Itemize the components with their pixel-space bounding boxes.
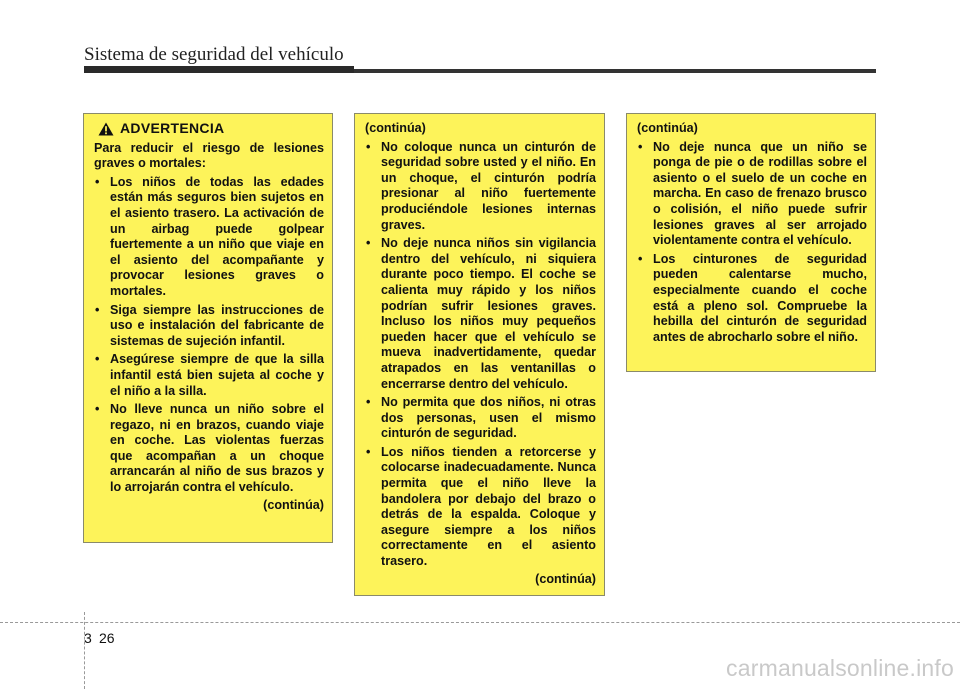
warning-title: ADVERTENCIA [120,120,225,136]
list-item: • No lleve nunca un niño sobre el regazo, ni en brazos, cuando viaje en coche. Las violentas fuerzas que acompañan a un choque arrancarán al niño de sus brazos y lo arrojarán contra el vehículo. [94,402,324,496]
list-item: • Los niños de todas las edades están más seguros bien sujetos en el asiento trasero. La activación de un airbag puede golpear fuertemente a un niño que viaje en el asiento del acompañante y provocar lesiones graves o mortales. [94,175,324,300]
list-item: • Los cinturones de seguridad pueden calentarse mucho, especialmente cuando el coche está a pleno sol. Compruebe la hebilla del cinturón de seguridad antes de abrocharlo sobre el niño. [637,252,867,346]
list-item: • No permita que dos niños, ni otras dos personas, usen el mismo cinturón de seguridad. [365,395,596,442]
continued-header: (continúa) [637,121,698,135]
warning-list [365,140,596,570]
warning-triangle-icon [98,122,114,136]
continued-box-2 [354,113,605,596]
warning-intro: Para reducir el riesgo de lesiones graves o mortales: [94,140,324,171]
page-number: 26 [99,630,115,646]
continued-label: (continúa) [263,497,324,512]
list-item: • No coloque nunca un cinturón de seguridad sobre usted y el niño. En un choque, el cinturón podría presionar al niño fuertemente produciéndole lesiones internas graves. [365,140,596,234]
section-number: 3 [84,630,92,646]
continued-header: (continúa) [365,121,426,135]
list-item: • No deje nunca niños sin vigilancia dentro del vehículo, ni siquiera durante poco tiempo. El coche se calienta muy rápido y los niños podrían sufrir lesiones graves. Incluso los niños muy pequeños pueden hacer que el vehículo se mueva inadvertidamente, quedar atrapados en las ventanillas o encerrarse dentro del vehículo. [365,236,596,392]
list-item: • No deje nunca que un niño se ponga de pie o de rodillas sobre el asiento o el suelo de un coche en marcha. En caso de frenazo brusco o colisión, el niño puede sufrir lesiones graves al ser arrojado violentamente contra el vehículo. [637,140,867,249]
page-header-title: Sistema de seguridad del vehículo [84,44,344,65]
footer-divider [0,622,960,623]
watermark: carmanualsonline.info [726,655,954,681]
warning-list [94,175,324,496]
header-rule-accent [84,66,354,73]
list-item: • Los niños tienden a retorcerse y colocarse inadecuadamente. Nunca permita que el niño lleve la bandolera por debajo del brazo o detrás de la espalda. Coloque y asegure siempre a los niños correctamente en el asiento trasero. [365,445,596,570]
continued-label: (continúa) [535,571,596,586]
continued-box-3 [626,113,876,372]
list-item: • Siga siempre las instrucciones de uso e instalación del fabricante de sistemas de sujeción infantil. [94,303,324,350]
warning-list [637,140,867,346]
warning-box [83,113,333,543]
warning-heading [98,121,324,137]
list-item: • Asegúrese siempre de que la silla infantil está bien sujeta al coche y el niño a la silla. [94,352,324,399]
footer-vertical-divider [84,612,85,689]
